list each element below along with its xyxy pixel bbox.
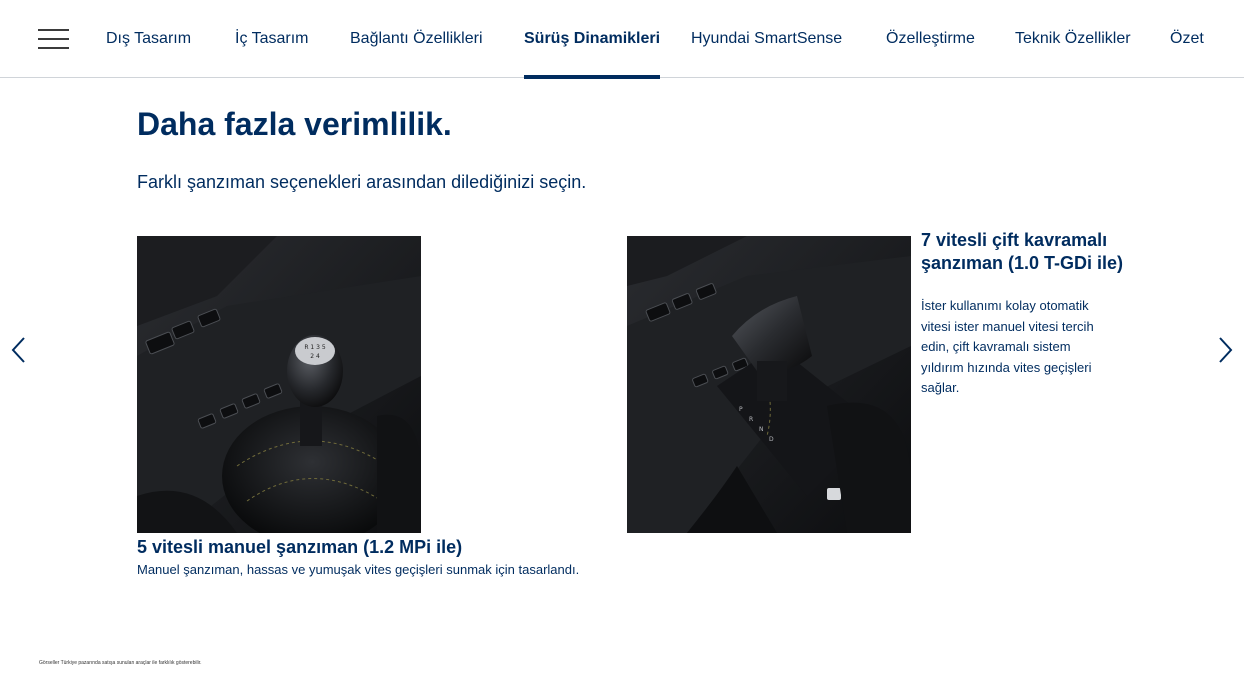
dct-gear-selector-photo <box>627 236 911 533</box>
section-subtitle: Farklı şanzıman seçenekleri arasından dilediğinizi seçin. <box>137 172 587 192</box>
tab-ozellestirme[interactable]: Özelleştirme <box>886 30 975 47</box>
tab-ic-tasarim[interactable]: İç Tasarım <box>235 30 309 47</box>
dct-transmission-title: 7 vitesli çift kavramalı şanzıman (1.0 T-GDi ile) <box>921 230 1124 273</box>
tab-teknik-ozellikler[interactable]: Teknik Özellikler <box>1015 30 1131 47</box>
manual-transmission-title: 5 vitesli manuel şanzıman (1.2 MPi ile) <box>137 537 463 557</box>
svg-text:2 4: 2 4 <box>310 353 320 360</box>
dct-transmission-description: İster kullanımı kolay otomatik vitesi ister manuel vitesi tercih edin, çift kavramalı sistem yıldırım hızında vites geçişleri sağlar. <box>921 298 1094 395</box>
tab-surus-dinamikleri[interactable]: Sürüş Dinamikleri <box>524 0 660 78</box>
manual-gear-shifter-photo <box>137 236 421 533</box>
manual-transmission-description: Manuel şanzıman, hassas ve yumuşak vites geçişleri sunmak için tasarlandı. <box>137 562 580 577</box>
section-title: Daha fazla verimlilik. <box>137 106 452 142</box>
hamburger-line <box>38 38 69 40</box>
svg-text:N: N <box>759 426 764 433</box>
tab-baglanti-ozellikleri[interactable]: Bağlantı Özellikleri <box>350 30 483 47</box>
svg-text:P: P <box>739 406 743 413</box>
tab-dis-tasarim[interactable]: Dış Tasarım <box>106 30 192 47</box>
hamburger-icon[interactable] <box>38 27 70 51</box>
chevron-left-icon[interactable] <box>7 336 31 364</box>
svg-text:R: R <box>749 416 754 423</box>
hamburger-line <box>38 47 69 49</box>
svg-text:R 1 3 5: R 1 3 5 <box>304 344 326 351</box>
tab-ozet[interactable]: Özet <box>1170 30 1204 47</box>
footer-disclaimer: Görseller Türkiye pazarında satışa sunulan araçlar ile farklılık gösterebilir. <box>39 660 202 666</box>
hamburger-line <box>38 29 69 31</box>
tab-hyundai-smartsense[interactable]: Hyundai SmartSense <box>691 30 843 47</box>
chevron-right-icon[interactable] <box>1213 336 1237 364</box>
top-navigation <box>0 0 1244 78</box>
svg-text:D: D <box>769 436 774 443</box>
